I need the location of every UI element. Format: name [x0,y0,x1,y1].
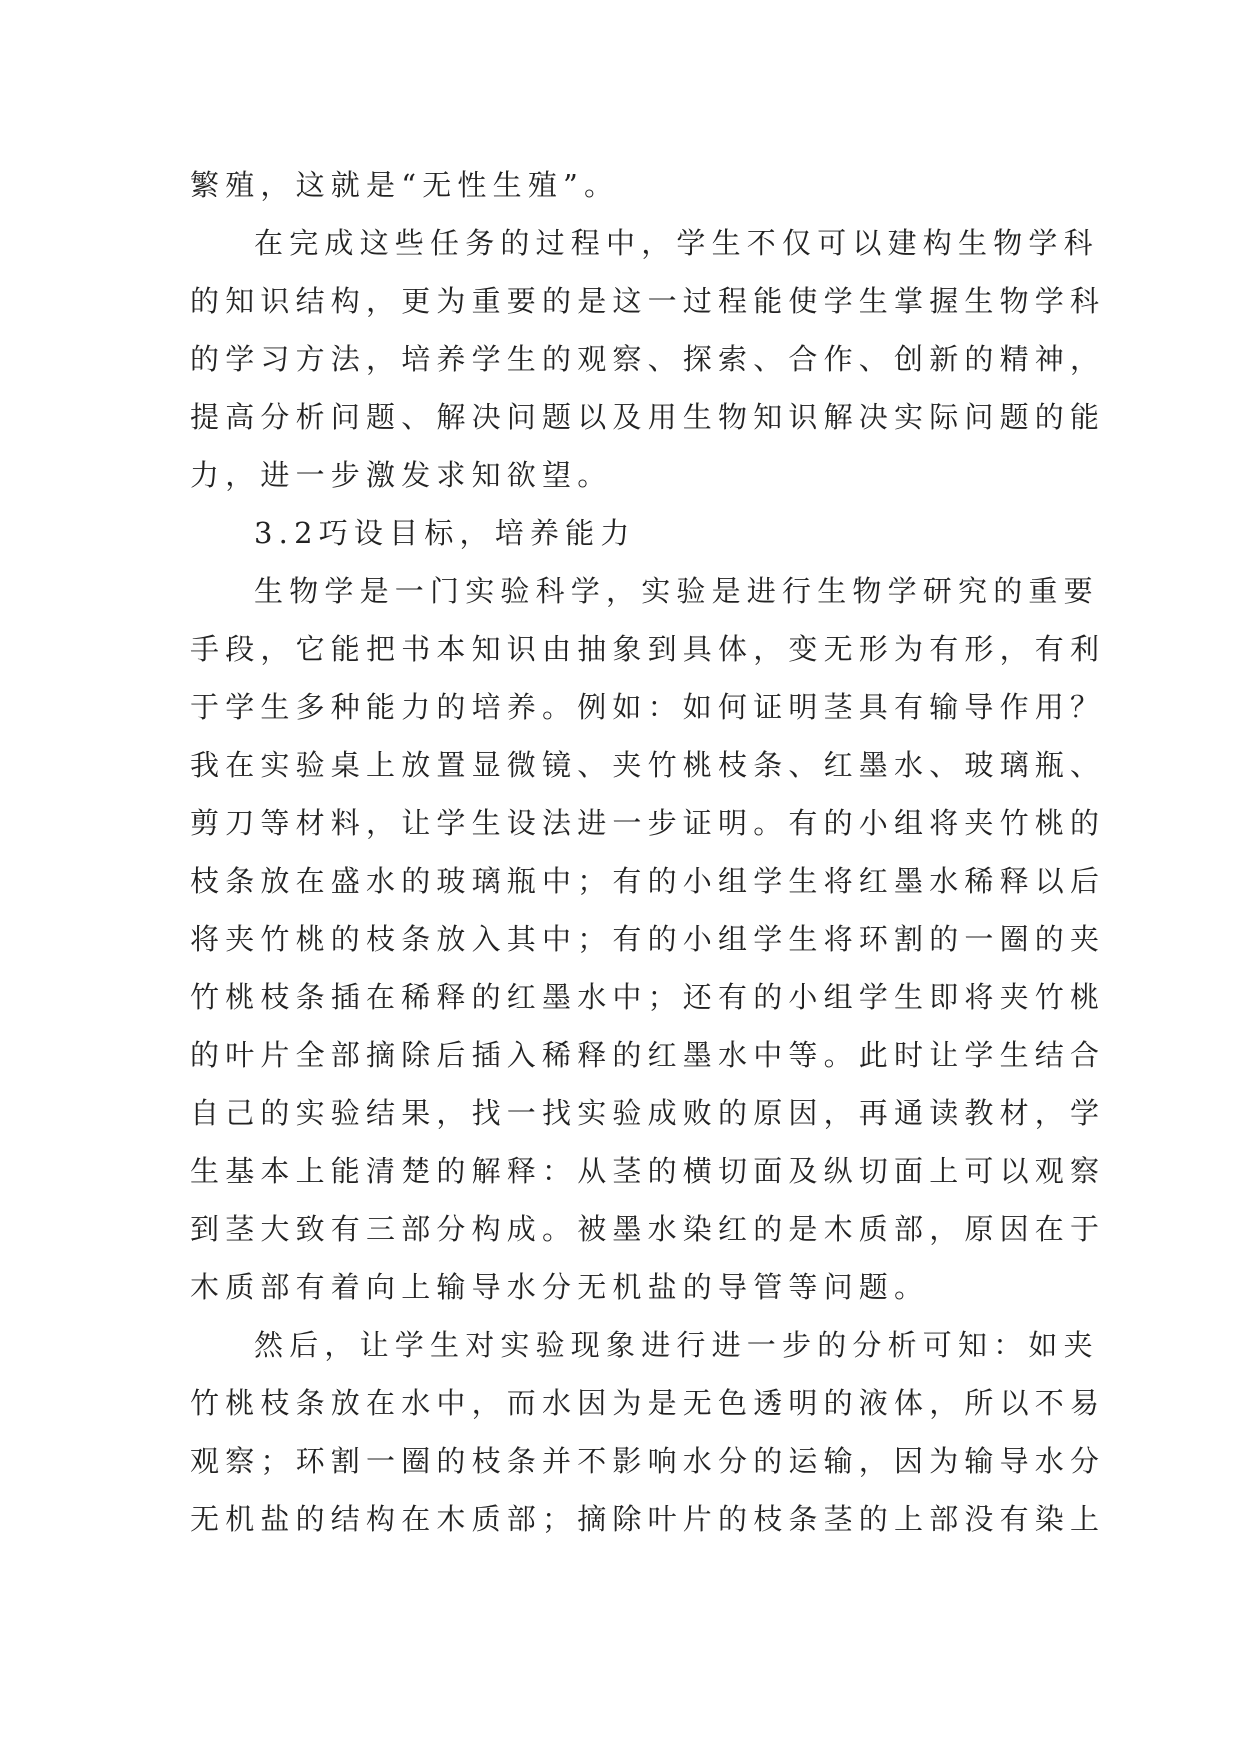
text-line: 剪刀等材料，让学生设法进一步证明。有的小组将夹竹桃的 [190,806,1106,840]
body-text [190,156,1106,1548]
text-line: 生基本上能清楚的解释：从茎的横切面及纵切面上可以观察 [190,1154,1106,1188]
section-heading: 3.2巧设目标，培养能力 [254,516,636,550]
paragraph-start-line: 然后，让学生对实验现象进行进一步的分析可知：如夹 [254,1328,1099,1362]
text-line: 提高分析问题、解决问题以及用生物知识解决实际问题的能 [190,400,1106,434]
text-line: 手段，它能把书本知识由抽象到具体，变无形为有形，有利 [190,632,1106,666]
text-line: 枝条放在盛水的玻璃瓶中；有的小组学生将红墨水稀释以后 [190,864,1106,898]
text-line: 于学生多种能力的培养。例如：如何证明茎具有输导作用？ [190,690,1106,724]
paragraph-start-line: 在完成这些任务的过程中，学生不仅可以建构生物学科 [254,226,1099,260]
text-line: 繁殖，这就是“无性生殖”。 [190,168,620,202]
text-line: 竹桃枝条放在水中，而水因为是无色透明的液体，所以不易 [190,1386,1106,1420]
text-line: 的叶片全部摘除后插入稀释的红墨水中等。此时让学生结合 [190,1038,1106,1072]
text-line: 的知识结构，更为重要的是这一过程能使学生掌握生物学科 [190,284,1106,318]
paragraph-start-line: 生物学是一门实验科学，实验是进行生物学研究的重要 [254,574,1099,608]
text-line: 自己的实验结果，找一找实验成败的原因，再通读教材，学 [190,1096,1106,1130]
text-line: 木质部有着向上输导水分无机盐的导管等问题。 [190,1270,930,1304]
text-line: 我在实验桌上放置显微镜、夹竹桃枝条、红墨水、玻璃瓶、 [190,748,1106,782]
text-line: 无机盐的结构在木质部；摘除叶片的枝条茎的上部没有染上 [190,1502,1106,1536]
text-line: 力，进一步激发求知欲望。 [190,458,613,492]
text-line: 到茎大致有三部分构成。被墨水染红的是木质部，原因在于 [190,1212,1106,1246]
text-line: 观察；环割一圈的枝条并不影响水分的运输，因为输导水分 [190,1444,1106,1478]
text-line: 的学习方法，培养学生的观察、探索、合作、创新的精神， [190,342,1106,376]
text-line: 竹桃枝条插在稀释的红墨水中；还有的小组学生即将夹竹桃 [190,980,1106,1014]
text-line: 将夹竹桃的枝条放入其中；有的小组学生将环割的一圈的夹 [190,922,1106,956]
